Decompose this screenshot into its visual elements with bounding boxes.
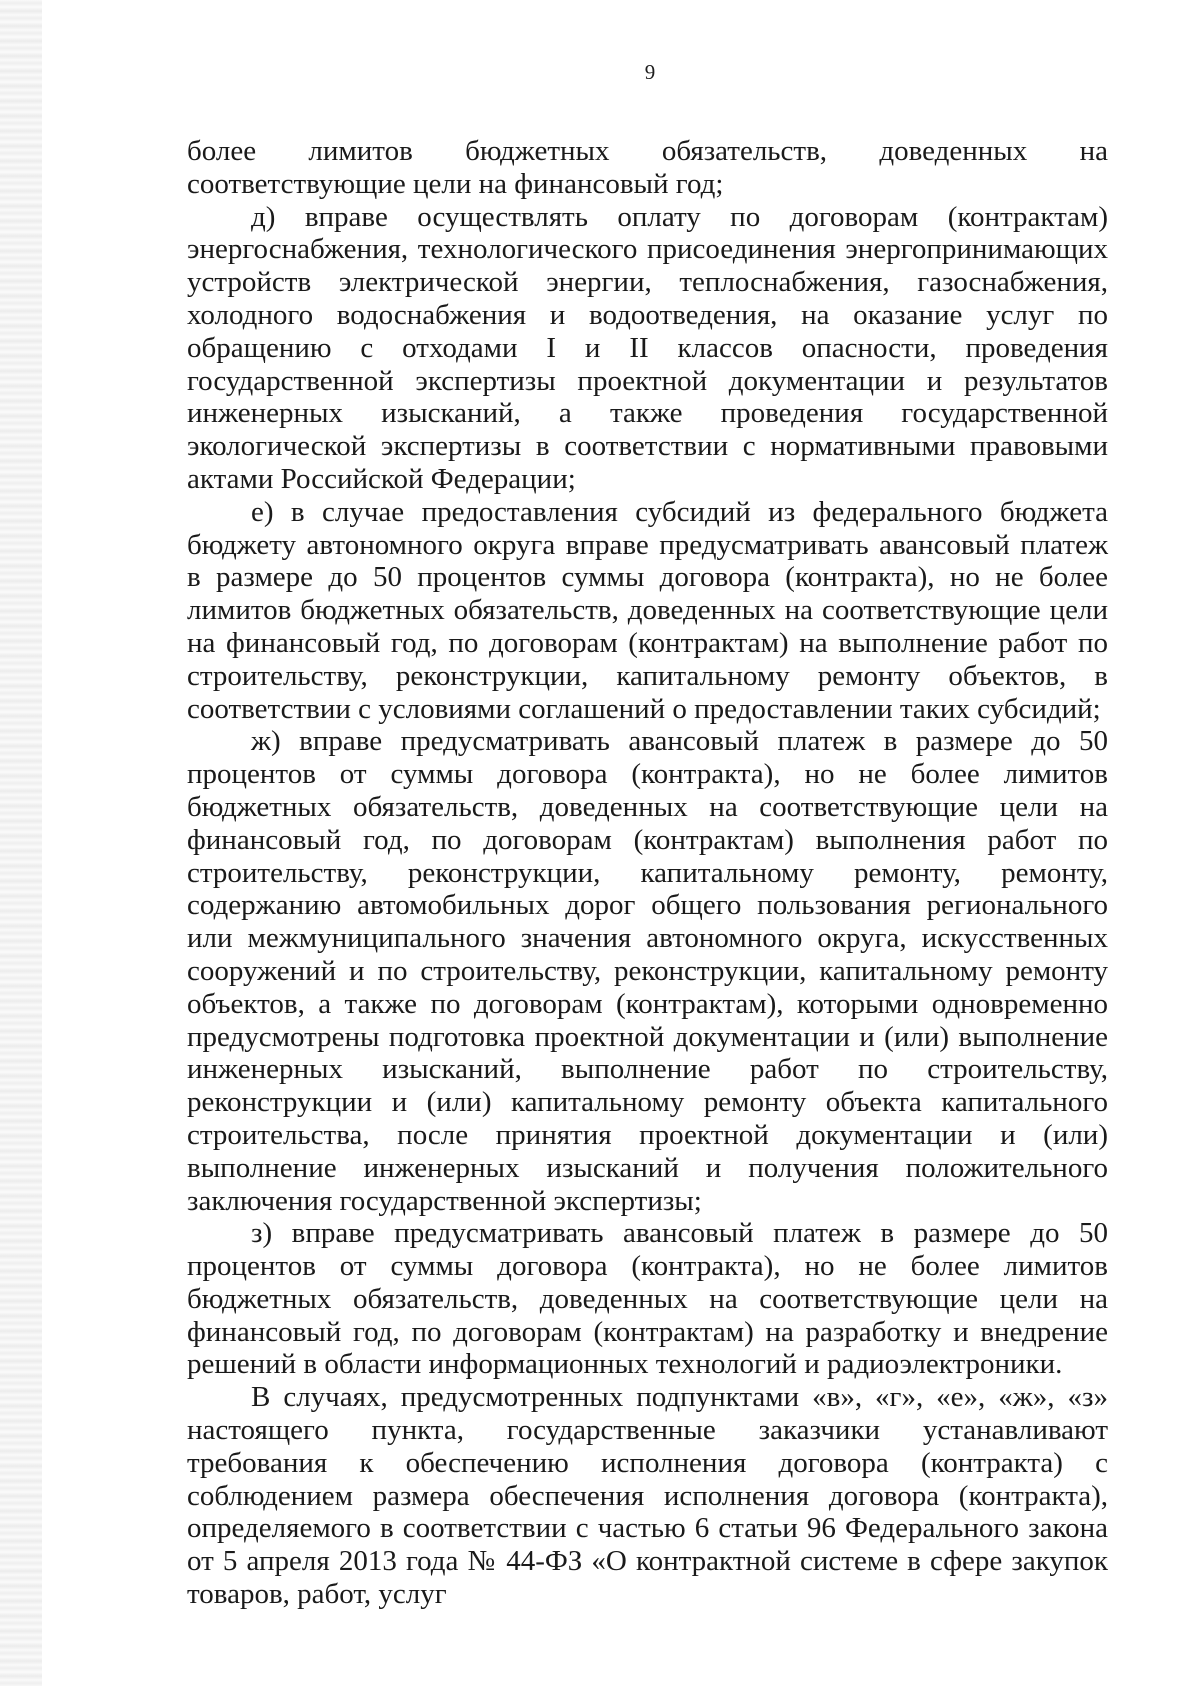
paragraph-continuation: более лимитов бюджетных обязательств, доведенных на соответствующие цели на финансовый год; (187, 135, 1108, 200)
paragraph-item-d: д) вправе осуществлять оплату по договорам (контрактам) энергоснабжения, технологического присоединения энергопринимающих устройств электрической энергии, теплоснабжения, газоснабжения, холодного водоснабжения и водоотведения, на оказание услуг по обращению с отходами I и II классов опасности, проведения государственной экспертизы проектной документации и результатов инженерных изысканий, а также проведения государственной экологической экспертизы в соответствии с нормативными правовыми актами Российской Федерации; (187, 200, 1108, 495)
paragraph-closing: В случаях, предусмотренных подпунктами «в», «г», «е», «ж», «з» настоящего пункта, государственные заказчики устанавливают требования к обеспечению исполнения договора (контракта) с соблюдением размера обеспечения исполнения договора (контракта), определяемого в соответствии с частью 6 статьи 96 Федерального закона от 5 апреля 2013 года № 44-ФЗ «О контрактной системе в сфере закупок товаров, работ, услуг (187, 1381, 1108, 1611)
document-body (187, 135, 1108, 1611)
page-number: 9 (644, 60, 656, 84)
scan-edge-shadow (0, 0, 42, 1686)
paragraph-item-e: е) в случае предоставления субсидий из федерального бюджета бюджету автономного округа вправе предусматривать авансовый платеж в размере до 50 процентов суммы договора (контракта), но не более лимитов бюджетных обязательств, доведенных на соответствующие цели на финансовый год, по договорам (контрактам) на выполнение работ по строительству, реконструкции, капитальному ремонту объектов, в соответствии с условиями соглашений о предоставлении таких субсидий; (187, 495, 1108, 725)
paragraph-item-z: з) вправе предусматривать авансовый платеж в размере до 50 процентов от суммы договора (контракта), но не более лимитов бюджетных обязательств, доведенных на соответствующие цели на финансовый год, по договорам (контрактам) на разработку и внедрение решений в области информационных технологий и радиоэлектроники. (187, 1217, 1108, 1381)
paragraph-item-zh: ж) вправе предусматривать авансовый платеж в размере до 50 процентов от суммы договора (контракта), но не более лимитов бюджетных обязательств, доведенных на соответствующие цели на финансовый год, по договорам (контрактам) выполнения работ по строительству, реконструкции, капитальному ремонту, ремонту, содержанию автомобильных дорог общего пользования регионального или межмуниципального значения автономного округа, искусственных сооружений и по строительству, реконструкции, капитальному ремонту объектов, а также по договорам (контрактам), которыми одновременно предусмотрены подготовка проектной документации и (или) выполнение инженерных изысканий, выполнение работ по строительству, реконструкции и (или) капитальному ремонту объекта капитального строительства, после принятия проектной документации и (или) выполнение инженерных изысканий и получения положительного заключения государственной экспертизы; (187, 725, 1108, 1217)
